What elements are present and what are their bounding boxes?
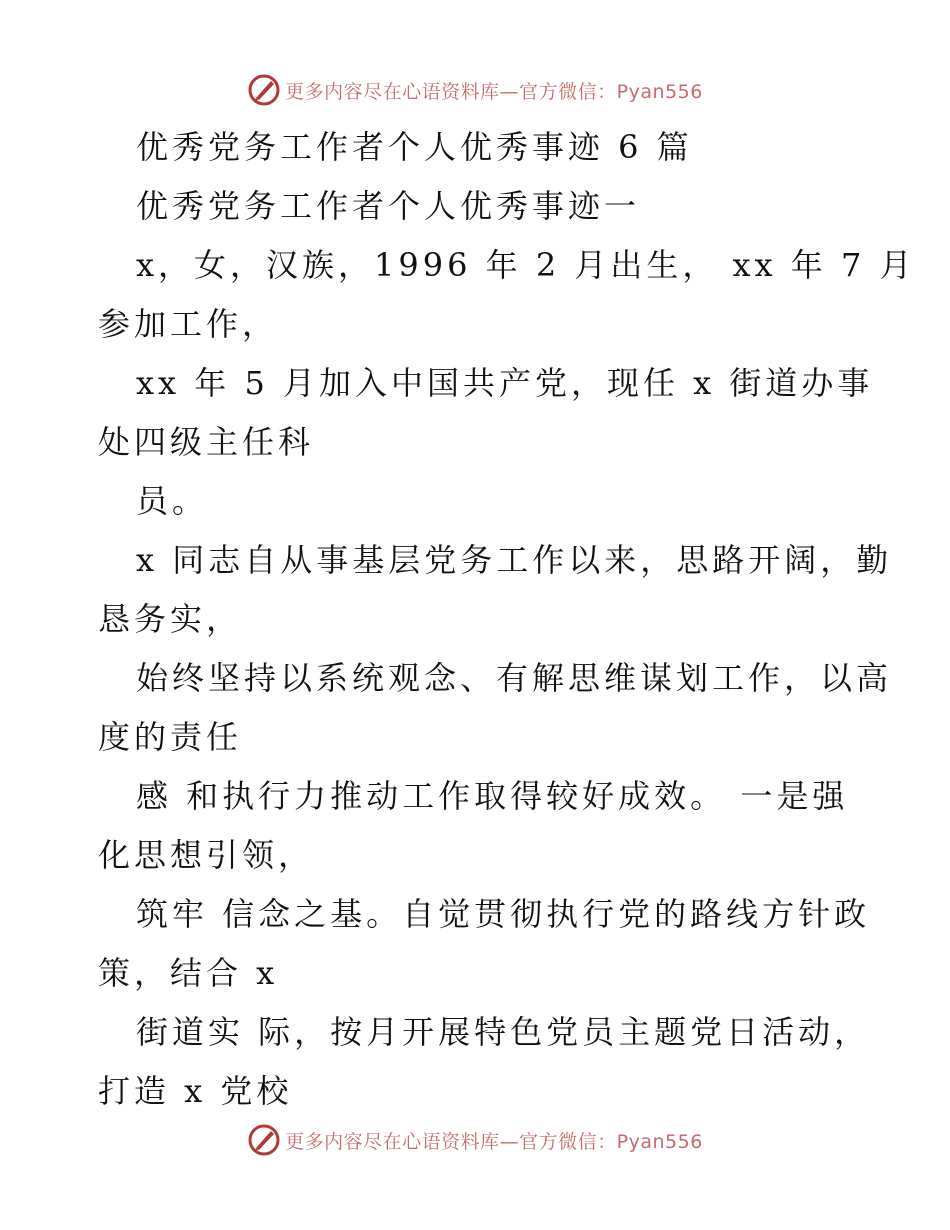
footer-banner <box>0 1120 950 1160</box>
text-line: 打造 x 党校 <box>98 1072 293 1110</box>
banner-text: 更多内容尽在心语资料库—官方微信：Pyan556 <box>285 80 703 103</box>
text-line: 策，结合 x <box>98 954 279 992</box>
quill-logo-icon <box>247 73 281 107</box>
header-banner <box>0 70 950 110</box>
text-line: 始终坚持以系统观念、有解思维谋划工作，以高 <box>136 659 893 697</box>
text-line: 优秀党务工作者个人优秀事迹一 <box>136 187 641 225</box>
text-line: 感 和执行力推动工作取得较好成效。 一是强 <box>136 777 849 815</box>
text-line: 处四级主任科 <box>98 423 315 461</box>
text-line: 化思想引领， <box>98 836 315 874</box>
text-line: 员。 <box>136 482 209 520</box>
document-body <box>98 118 916 1121</box>
banner-text: 更多内容尽在心语资料库—官方微信：Pyan556 <box>285 1130 703 1153</box>
text-line: xx 年 5 月加入中国共产党，现任 x 街道办事 <box>136 364 874 402</box>
text-line: 街道实 际，按月开展特色党员主题党日活动， <box>136 1013 871 1051</box>
text-line: 参加工作， <box>98 305 279 343</box>
quill-logo-icon <box>247 1123 281 1157</box>
text-line: 优秀党务工作者个人优秀事迹 6 篇 <box>136 128 693 166</box>
text-line: 筑牢 信念之基。自觉贯彻执行党的路线方针政 <box>136 895 871 933</box>
text-line: 度的责任 <box>98 718 243 756</box>
text-line: x，女，汉族，1996 年 2 月出生， xx 年 7 月 <box>136 246 916 284</box>
text-line: 恳务实， <box>98 600 243 638</box>
text-line: x 同志自从事基层党务工作以来，思路开阔，勤 <box>136 541 893 579</box>
